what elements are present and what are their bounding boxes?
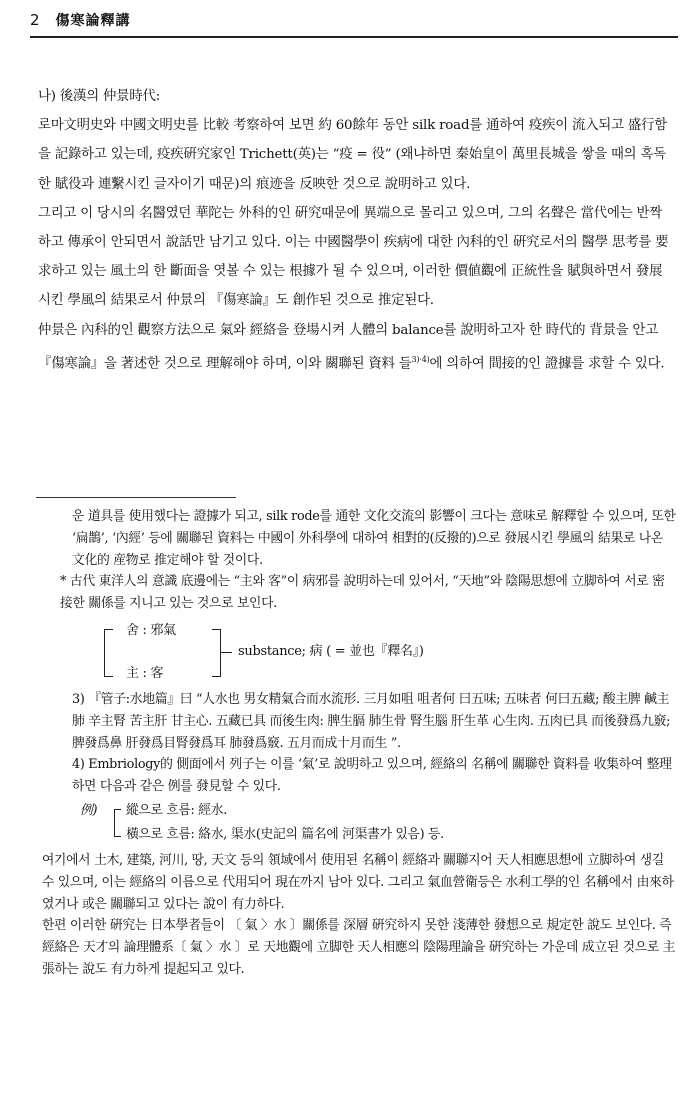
page-header: [30, 8, 678, 32]
subheading: 나) 後漢의 仲景時代:: [38, 89, 161, 104]
footnote-ref: 3)·4): [411, 354, 430, 364]
note-4: 4) Embriology的 側面에서 列子는 이를 ‘氣’로 說明하고 있으며, 經絡의 名稱에 關聯한 資料를 收集하여 整理하면 다음과 같은 例를 發見할 수 있다.: [72, 757, 672, 795]
footnote-rule: [36, 497, 236, 498]
connector-line: [220, 652, 232, 653]
main-text: [38, 82, 674, 379]
example-line-1: 縱으로 흐름: 經水.: [126, 802, 228, 818]
example-label: 例): [80, 802, 98, 818]
paragraph-3-text: 仲景은 內科的인 觀察方法으로 氣와 經絡을 登場시켜 人體의 balance를 說明하고자 한 時代的 背景을 안고 『傷寒論』을 著述한 것으로 理解해야 하며, 이와 關聯된 資料 들: [38, 322, 659, 372]
footnotes: [42, 506, 676, 981]
diagram-right: substance; 病 ( = 並也『釋名』): [238, 643, 424, 659]
example-line-2: 橫으로 흐름: 絡水, 渠水(史記의 篇名에 河渠書가 있음) 등.: [126, 826, 444, 842]
note-3: 3) 『管子:水地篇』曰 “人水也 男女精氣合而水流形. 三月如咀 咀者何 曰五味; 五味者 何曰五藏; 酸主脾 鹹主肺 辛主腎 苦主肝 甘主心. 五藏已具 而後生肉: 脾生膈 肺生骨 腎生腦 肝生革 心生肉. 五肉已具 而後發爲九竅; 脾發爲鼻 肝發爲目腎發爲耳 肺發爲竅. 五月而成十月而生 ”.: [72, 691, 671, 751]
paragraph-3-end: 에 의하여 間接的인 證據를 求할 수 있다.: [429, 356, 665, 372]
note-4-para-a: 여기에서 土木, 建築, 河川, 땅, 天文 등의 領域에서 使用된 名稱이 經絡과 關聯지어 天人相應思想에 立脚하여 생길 수 있으며, 이는 經絡의 이름으로 代用되어 現在까지 남아 있다. 그리고 氣血營衛등은 水利工學的인 名稱에서 由來하였거나 或은 關聯되고 있다는 說이 有力하다.: [42, 852, 674, 912]
left-bracket: [104, 629, 113, 677]
example-bracket: [114, 809, 121, 837]
host-guest-diagram: [104, 621, 524, 685]
note-4-para-b: 한편 이러한 硏究는 日本學者들이 〔 氣 〉水 〕關係를 深層 硏究하지 못한 淺薄한 發想으로 規定한 說도 보인다. 즉 經絡은 天才의 論理體系〔 氣 〉水 〕로 天地觀에 立脚한 天人相應의 陰陽理論을 硏究하는 가운데 成立된 것으로 主張하는 說도 有力하게 提起되고 있다.: [42, 918, 676, 977]
diagram-top: 舍 : 邪氣: [126, 622, 176, 638]
diagram-bottom: 主 : 客: [126, 665, 164, 681]
paragraph-3: [38, 316, 674, 379]
paragraph-1: 로마文明史와 中國文明史를 比較 考察하여 보면 約 60餘年 동안 silk road를 通하여 疫疾이 流入되고 盛行함을 記錄하고 있는데, 疫疾硏究家인 Trichett(英)는 “疫 = 役” (왜냐하면 秦始皇이 萬里長城을 쌓을 때의 혹독한 賦役과 連繫시킨 글자이기 때문)의 痕迹을 反映한 것으로 說明하고 있다.: [38, 118, 668, 192]
paragraph-2: 그리고 이 당시의 名醫였던 華陀는 外科的인 硏究때문에 異端으로 몰리고 있으며, 그의 名聲은 當代에는 반짝하고 傳承이 안되면서 說話만 남기고 있다. 이는 中國醫學이 疾病에 대한 內科的인 硏究로서의 醫學 思考를 要求하고 있는 風土의 한 斷面을 엿볼 수 있는 根據가 될 수 있으며, 이러한 價値觀에 正統性을 賦與하면서 發展시킨 學風의 結果로서 仲景의 『傷寒論』도 創作된 것으로 推定된다.: [38, 205, 669, 309]
page-number: 2: [30, 11, 40, 29]
star-note: * 古代 東洋人의 意識 底邊에는 “主와 客”이 病邪를 說明하는데 있어서, “天地”와 陰陽思想에 立脚하여 서로 密接한 關係를 지니고 있는 것으로 보인다.: [60, 574, 665, 612]
header-rule: [30, 36, 678, 38]
note-2-continuation: 운 道具를 使用했다는 證據가 되고, silk rode를 通한 文化交流의 影響이 크다는 意味로 解釋할 수 있으며, 또한 ‘扁鵲’, ‘內經’ 등에 關聯된 資料는 中國이 外科學에 대하여 相對的(反撥的)으로 發展시킨 學風의 結果로 나온 文化的 産物로 推定해야 할 것이다.: [72, 509, 676, 568]
right-bracket: [212, 629, 221, 677]
example-block: [80, 800, 676, 848]
running-title: 傷寒論釋講: [55, 13, 131, 29]
